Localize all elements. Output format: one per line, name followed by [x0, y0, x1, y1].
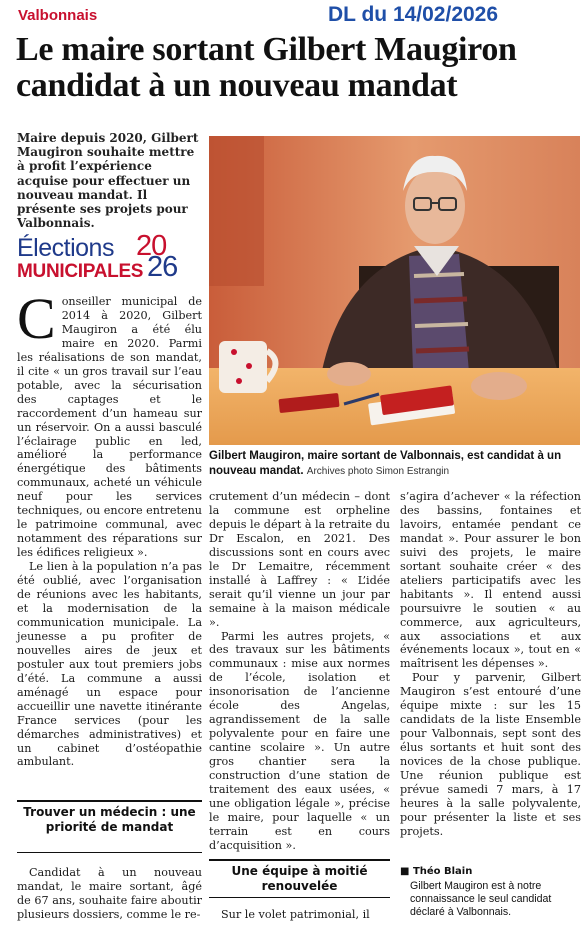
- col3-paragraph-1: s’agira d’achever « la réfection des bassins, fontaines et lavoirs, entamée pendant ce mandat ». Pour assurer le bon suivi des projets, le maire sortant souhaite créer « des ateliers participatifs avec les habitants ». Il entend aussi poursuivre le soutien « au commerce, aux agriculteurs, aux associations et aux événements locaux », tout en « maîtrisent les dépenses ».: [400, 490, 581, 671]
- elections-year-top: 20: [136, 230, 167, 262]
- subhead-rule-top-2: [209, 859, 390, 861]
- column-1-bottom: [17, 866, 202, 922]
- col2-paragraph-2: Parmi les autres projets, « des travaux sur les bâtiments communaux : mise aux normes de l’école, isolation et insonorisation de l’ancienne école des Angelas, agrandissement de la salle polyvalente pour en faire une cantine scolaire ». Un autre gros chantier sera la construction d’une station de traitement des eaux usées, « une obligation légale », précise le maire, pour laquelle « un terrain est en cours d’acquisition ».: [209, 629, 390, 852]
- column-2-bottom: [209, 908, 390, 922]
- col3-paragraph-2: Pour y parvenir, Gilbert Maugiron s’est entouré d’une équipe mixte : sur les 15 candidats de la liste Ensemble pour Valbonnais, sept sont des élus sortants et huit sont des novices de la chose publique. Une réunion publique est prévue samedi 7 mars, à 17 heures à la salle polyvalente, pour présenter la liste et ses projets.: [400, 671, 581, 838]
- col1-paragraph-3: Candidat à un nouveau mandat, le maire sortant, âgé de 67 ans, souhaite faire aboutir plusieurs dossiers, comme le re-: [17, 866, 202, 921]
- article-photo: [209, 136, 580, 445]
- elections-subtitle: MUNICIPALES: [17, 261, 144, 282]
- source-date: DL du 14/02/2026: [328, 3, 499, 26]
- author-signature: [400, 866, 581, 877]
- subhead-medecin: Trouver un médecin : une priorité de mandat: [23, 805, 196, 834]
- col1-paragraph-2: Le lien à la population n’a pas été oublié, avec l’organisation de réunions avec les habitants, et la modernisation de la communication municipale. La jeunesse a pu profiter de nouvelles aires de jeux et postuler aux tout premiers jobs d’été. La commune a aussi aménagé un espace pour accueillir une navette itinérante France services (pour les démarches administratives) et un cabinet d’ostéopathie ambulant.: [17, 560, 202, 769]
- photo-credit: Archives photo Simon Estrangin: [306, 465, 450, 477]
- col2-paragraph-1: crutement d’un médecin – dont la commune est orpheline depuis le départ à la retraite du Dr Escalon, en 2021. Des discussions sont en cours avec le Dr Lemaitre, récemment installé à Laffrey : « L’idée serait qu’il vienne un jour par semaine à la maison médicale ».: [209, 490, 390, 629]
- dropcap: C: [17, 286, 56, 351]
- subhead-rule-bottom-1: [17, 852, 202, 853]
- photo-caption: [209, 449, 581, 479]
- elections-logo: [17, 230, 207, 286]
- col1-paragraph-1: [17, 286, 202, 560]
- headline: [16, 32, 576, 104]
- headline-line-2: candidat à un nouveau mandat: [16, 67, 458, 104]
- section-label: Valbonnais: [18, 7, 98, 24]
- mayor-portrait-illustration: [209, 136, 580, 445]
- column-1-top: [17, 286, 202, 769]
- subhead-rule-top-1: [17, 800, 202, 802]
- headline-line-1: Le maire sortant Gilbert Maugiron: [16, 31, 517, 68]
- chapo: Maire depuis 2020, Gilbert Maugiron souhaite mettre à profit l’expérience acquise pour effectuer un nouveau mandat. Il présente ses projets pour Valbonnais.: [17, 131, 199, 231]
- elections-year-bottom: 26: [147, 251, 178, 283]
- editor-note: Gilbert Maugiron est à notre connaissance le seul candidat déclaré à Valbonnais.: [410, 880, 552, 918]
- column-3: [400, 490, 581, 839]
- column-2-top: [209, 490, 390, 853]
- col2-paragraph-3: Sur le volet patrimonial, il: [221, 908, 370, 921]
- caption-text: Gilbert Maugiron, maire sortant de Valbonnais, est candidat à un nouveau mandat.: [209, 450, 562, 477]
- col1-p1-text: onseiller municipal de 2014 à 2020, Gilbert Maugiron a été élu maire en 2020. Parmi les réalisations de son mandat, il cite « un gros travail sur l’eau potable, avec la sécurisation des captages et le raccordement d’un hameau sur un réservoir. On a aussi basculé l’éclairage public en led, amélioré la performance énergétique des bâtiments communaux, acheté un véhicule neuf pour les services techniques, ou encore entretenu le patrimoine communal, avec notamment des réparations sur les édifices religieux ».: [17, 295, 202, 560]
- subhead-equipe: Une équipe à moitié renouvelée: [231, 864, 368, 893]
- subhead-rule-bottom-2: [209, 897, 390, 898]
- author-name: Théo Blain: [412, 866, 473, 877]
- elections-title: Élections: [17, 234, 114, 262]
- bullet-icon: ■: [400, 866, 413, 877]
